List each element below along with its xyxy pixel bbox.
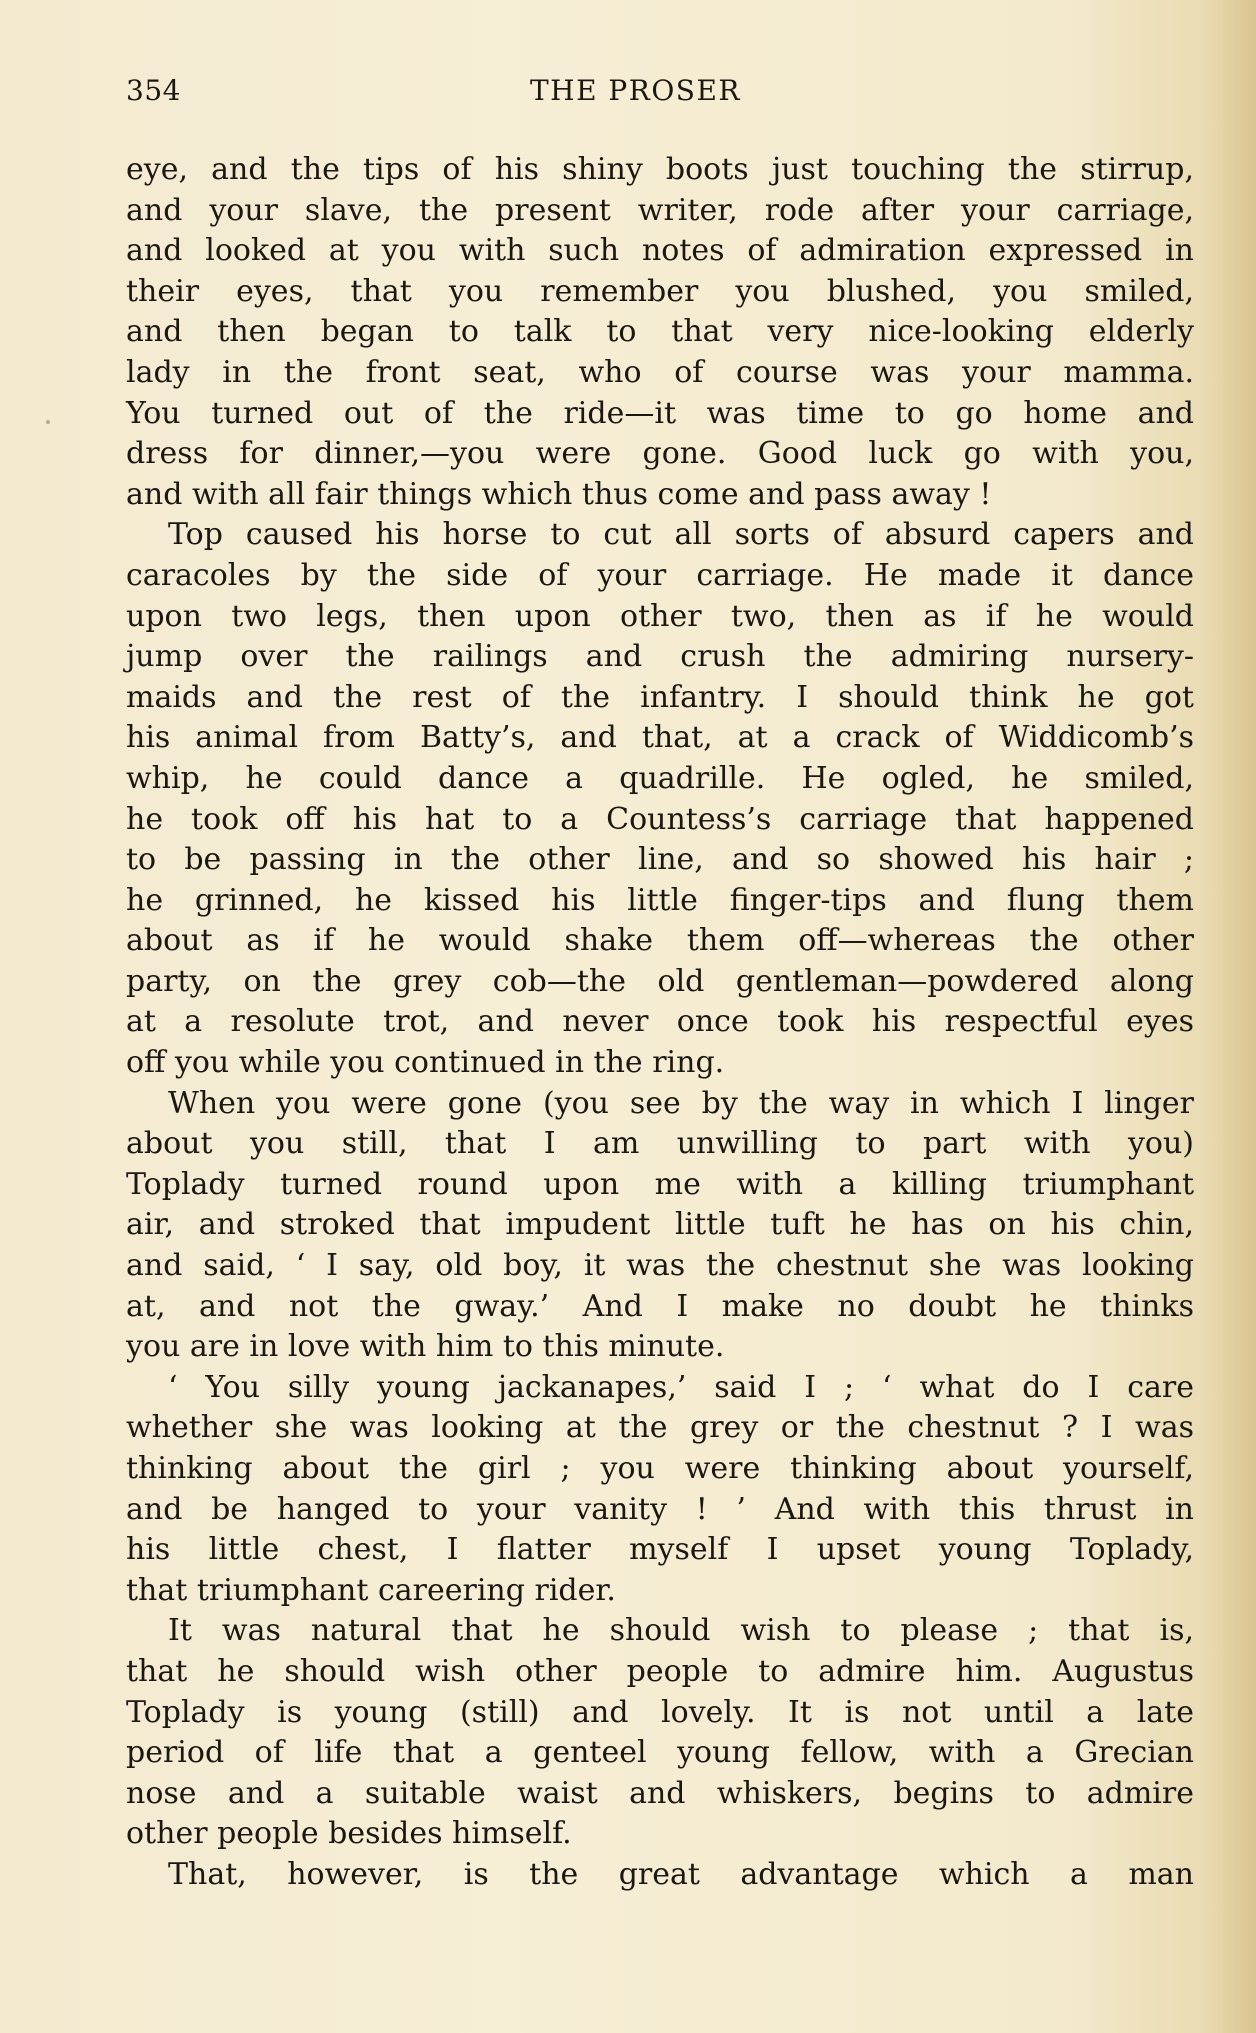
margin-mark (46, 420, 50, 424)
text-line: party, on the grey cob—the old gentleman—powdered along (126, 963, 1194, 999)
text-line: to be passing in the other line, and so showed his hair ; (126, 842, 1194, 878)
text-line: his little chest, I flatter myself I upset young Toplady, (126, 1532, 1194, 1568)
text-line: ‘ You silly young jackanapes,’ said I ; ‘ what do I care (168, 1369, 1194, 1405)
text-line: and be hanged to your vanity ! ’ And with this thrust in (126, 1491, 1194, 1527)
text-line: air, and stroked that impudent little tuft he has on his chin, (126, 1207, 1194, 1243)
text-line: and then began to talk to that very nice-looking elderly (126, 314, 1194, 350)
text-line: off you while you continued in the ring. (126, 1045, 725, 1081)
page-number: 354 (126, 74, 181, 107)
text-line: Toplady is young (still) and lovely. It is not until a late (126, 1694, 1194, 1730)
text-line: and your slave, the present writer, rode after your carriage, (126, 192, 1194, 228)
text-line: That, however, is the great advantage which a man (168, 1856, 1194, 1892)
text-line: he took off his hat to a Countess’s carriage that happened (126, 801, 1194, 837)
text-line: eye, and the tips of his shiny boots just touching the stirrup, (126, 152, 1194, 187)
text-line: whether she was looking at the grey or the chestnut ? I was (126, 1410, 1194, 1446)
text-line: his animal from Batty’s, and that, at a crack of Widdicomb’s (126, 720, 1194, 756)
text-line: and said, ‘ I say, old boy, it was the chestnut she was looking (126, 1248, 1194, 1284)
text-line: that triumphant careering rider. (126, 1572, 616, 1608)
text-line: period of life that a genteel young fellow, with a Grecian (126, 1735, 1194, 1771)
text-line: It was natural that he should wish to please ; that is, (168, 1613, 1194, 1649)
text-line: that he should wish other people to admire him. Augustus (126, 1653, 1194, 1689)
text-line: at a resolute trot, and never once took his respectful eyes (126, 1004, 1194, 1040)
text-line: about you still, that I am unwilling to part with you) (126, 1126, 1194, 1162)
text-line: at, and not the gway.’ And I make no doubt he thinks (126, 1288, 1194, 1324)
text-line: their eyes, that you remember you blushed, you smiled, (126, 273, 1194, 309)
text-line: dress for dinner,—you were gone. Good luck go with you, (126, 436, 1194, 472)
body-text (126, 150, 1194, 1896)
text-line: and looked at you with such notes of admiration expressed in (126, 233, 1194, 269)
text-line: whip, he could dance a quadrille. He ogled, he smiled, (126, 760, 1194, 796)
text-line: Top caused his horse to cut all sorts of absurd capers and (168, 517, 1194, 553)
text-line: other people besides himself. (126, 1816, 572, 1852)
text-line: jump over the railings and crush the admiring nursery- (126, 639, 1194, 675)
text-line: he grinned, he kissed his little finger-tips and flung them (126, 882, 1194, 918)
text-line: upon two legs, then upon other two, then as if he would (126, 598, 1194, 634)
text-line: caracoles by the side of your carriage. He made it dance (126, 557, 1194, 593)
text-line: lady in the front seat, who of course was your mamma. (126, 354, 1194, 390)
text-line: about as if he would shake them off—whereas the other (126, 923, 1194, 959)
page-header (126, 74, 1194, 116)
text-line: and with all fair things which thus come and pass away ! (126, 476, 992, 512)
text-line: you are in love with him to this minute. (126, 1329, 725, 1365)
running-title: THE PROSER (530, 74, 742, 107)
text-line: nose and a suitable waist and whiskers, begins to admire (126, 1775, 1194, 1811)
text-line: Toplady turned round upon me with a killing triumphant (126, 1166, 1194, 1202)
text-line: thinking about the girl ; you were thinking about yourself, (126, 1451, 1194, 1486)
text-line: maids and the rest of the infantry. I should think he got (126, 679, 1194, 715)
text-line: You turned out of the ride—it was time to go home and (126, 395, 1194, 431)
text-line: When you were gone (you see by the way in which I linger (168, 1085, 1194, 1121)
